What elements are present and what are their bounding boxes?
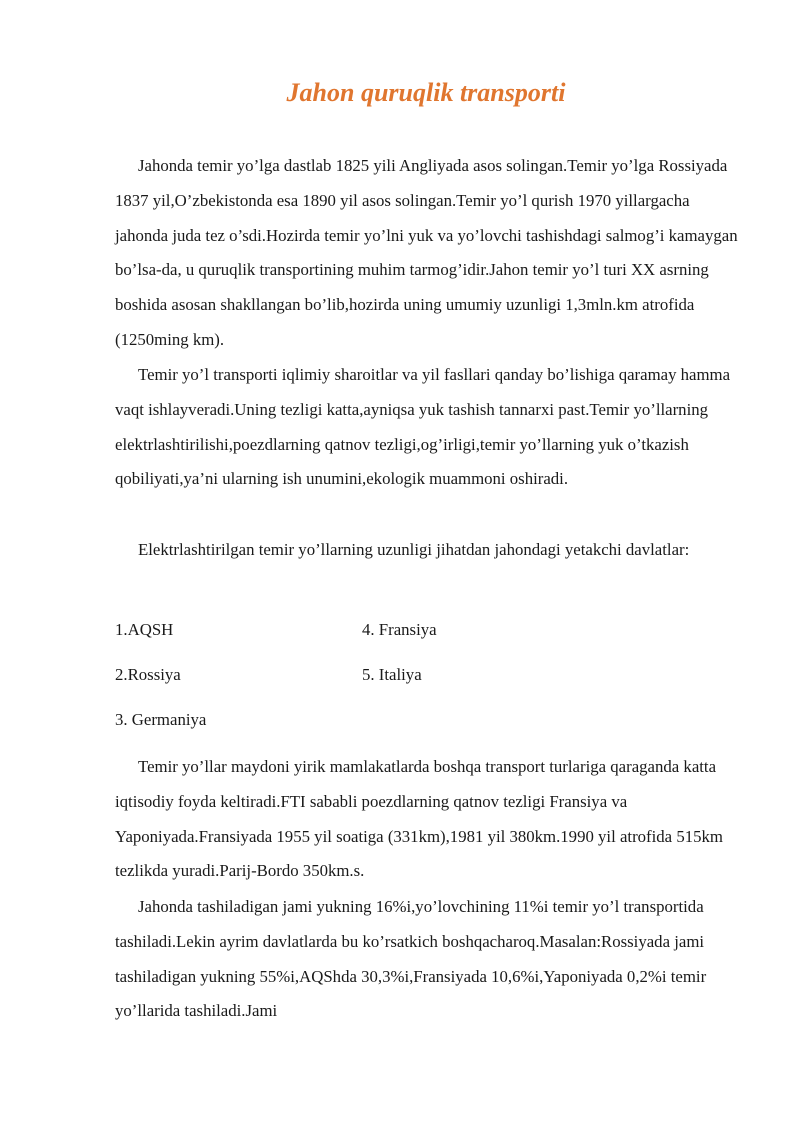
paragraph-4: Temir yo’llar maydoni yirik mamlakatlarda boshqa transport turlariga qaraganda katta iqtisodiy foyda keltiradi.FTI sababli poezdlarning qatnov tezligi Fransiya va Yaponiyada.Fransiyada 1955 yil soatiga (331km),1981 yil 380km.1990 yil atrofida 515km tezlikda yuradi.Parij-Bordo 350km.s. bbox=[115, 757, 723, 881]
paragraph-3: Elektrlashtirilgan temir yo’llarning uzunligi jihatdan jahondagi yetakchi davlatlar: bbox=[138, 540, 690, 559]
list-item-fransiya: 4. Fransiya bbox=[362, 620, 437, 639]
page-title: Jahon quruqlik transporti bbox=[286, 78, 566, 107]
list-item-germaniya: 3. Germaniya bbox=[115, 710, 207, 729]
paragraph-1: Jahonda temir yo’lga dastlab 1825 yili Angliyada asos solingan.Temir yo’lga Rossiyada 1837 yil,O’zbekistonda esa 1890 yil asos solingan.Temir yo’l qurish 1970 yillargacha jahonda juda tez o’sdi.Hozirda temir yo’lni yuk va yo’lovchi tashishdagi salmog’i kamaygan bo’lsa-da, u quruqlik transportining muhim tarmog’idir.Jahon temir yo’l turi XX asrning boshida asosan shakllangan bo’lib,hozirda uning umumiy uzunligi 1,3mln.km atrofida (1250ming km). bbox=[115, 156, 738, 349]
paragraph-2: Temir yo’l transporti iqlimiy sharoitlar va yil fasllari qanday bo’lishiga qaramay hamma vaqt ishlayveradi.Uning tezligi katta,ayniqsa yuk tashish tannarxi past.Temir yo’llarning elektrlashtirilishi,poezdlarning qatnov tezligi,og’irligi,temir yo’llarning yuk o’tkazish qobiliyati,ya’ni ularning ish unumini,ekologik muammoni oshiradi. bbox=[115, 365, 731, 489]
list-item-aqsh: 1.AQSH bbox=[115, 620, 174, 639]
list-item-italiya: 5. Italiya bbox=[362, 665, 422, 684]
paragraph-5: Jahonda tashiladigan jami yukning 16%i,yo’lovchining 11%i temir yo’l transportida tashiladi.Lekin ayrim davlatlarda bu ko’rsatkich boshqacharoq.Masalan:Rossiyada jami tashiladigan yukning 55%i,AQShda 30,3%i,Fransiyada 10,6%i,Yaponiyada 0,2%i temir yo’llarida tashiladi.Jami bbox=[115, 897, 707, 1021]
list-item-rossiya: 2.Rossiya bbox=[115, 665, 181, 684]
